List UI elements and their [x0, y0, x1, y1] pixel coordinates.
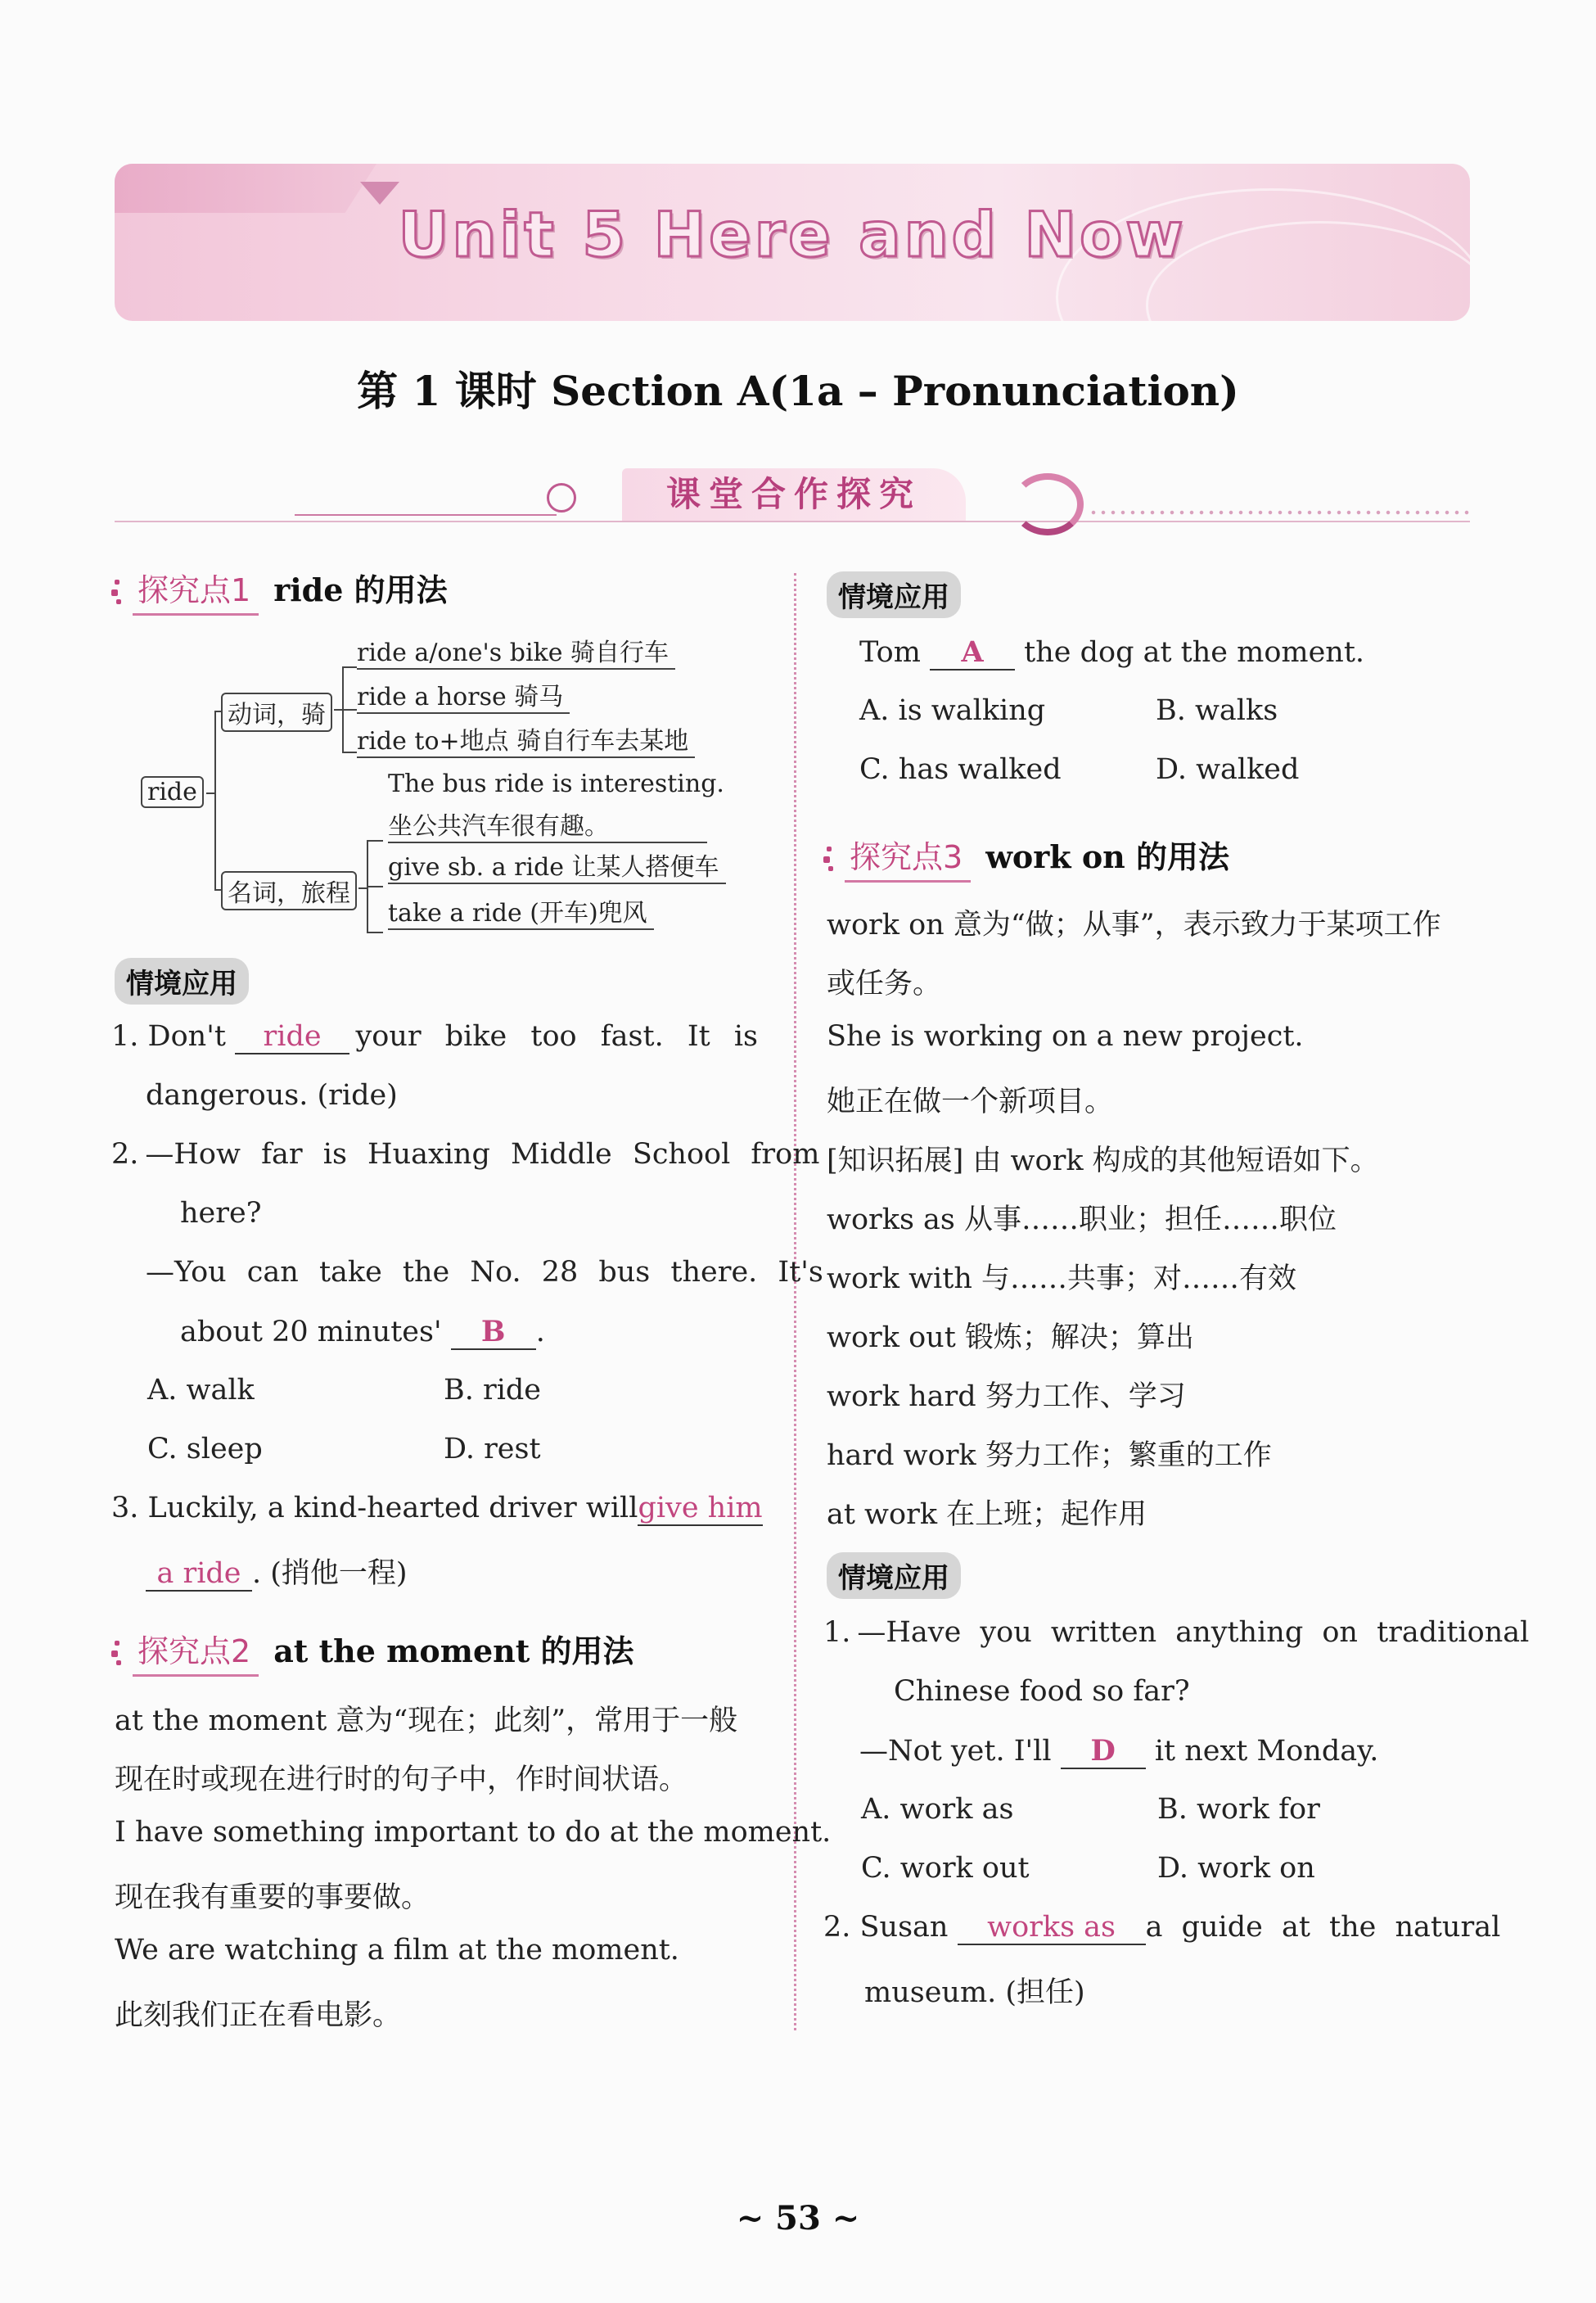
practice-badge: 情境应用	[827, 1552, 961, 1599]
body-line: 此刻我们正在看电影。	[115, 1999, 402, 2032]
body-line: work on 意为“做；从事”，表示致力于某项工作	[827, 909, 1441, 942]
q-text: your bike too fast. It is	[355, 1020, 758, 1053]
option: A. work as	[861, 1793, 1014, 1826]
q-text: about 20 minutes'	[180, 1316, 442, 1348]
q-text	[180, 1315, 545, 1350]
answer-blank: a ride	[146, 1557, 252, 1592]
q-text: Tom	[859, 636, 921, 669]
unit-title: Unit 5 Here and Now	[398, 198, 1187, 271]
option: D. walked	[1156, 753, 1300, 786]
q-text	[859, 1734, 1378, 1769]
question-right	[859, 635, 1364, 671]
topic3-heading	[823, 832, 1229, 883]
q-text: a guide at the natural	[1145, 1911, 1501, 1944]
q-text: —How far is Huaxing Middle School from	[145, 1138, 820, 1171]
phrase-line: at work 在上班；起作用	[827, 1498, 1147, 1531]
section-divider	[115, 521, 1470, 522]
body-line: We are watching a film at the moment.	[115, 1934, 679, 1967]
question-2	[111, 1138, 820, 1171]
phrase-line: hard work 努力工作；繁重的工作	[827, 1439, 1272, 1472]
q-text: —Not yet. I'll	[859, 1735, 1052, 1768]
topic3-tag: 探究点3	[845, 832, 971, 883]
q-text: Susan	[859, 1911, 949, 1944]
answer-blank: give him	[638, 1492, 763, 1524]
dotted-decoration	[1089, 509, 1470, 516]
q-text: the dog at the moment.	[1024, 636, 1365, 669]
verb-item: ride to+地点 骑自行车去某地	[357, 720, 695, 758]
answer-blank: B	[451, 1315, 536, 1350]
topic2-tag: 探究点2	[133, 1626, 259, 1677]
practice-badge: 情境应用	[827, 571, 961, 618]
body-line: 她正在做一个新项目。	[827, 1086, 1114, 1118]
body-line: She is working on a new project.	[827, 1020, 1304, 1053]
magnifier-icon	[547, 483, 576, 513]
q-text: museum. (担任)	[864, 1976, 1085, 2009]
topic2-title: at the moment 的用法	[273, 1632, 634, 1669]
phrase-line: works as 从事……职业；担任……职位	[827, 1203, 1337, 1236]
option: D. work on	[1157, 1852, 1315, 1885]
question-right-2	[823, 1911, 1501, 1945]
verb-item: ride a horse 骑马	[357, 676, 570, 714]
phrase-line: work with 与……共事；对……有效	[827, 1262, 1296, 1295]
q-text: . (捎他一程)	[252, 1557, 408, 1590]
phrase-line: work hard 努力工作、学习	[827, 1380, 1186, 1413]
section-title: 课堂合作探究	[622, 468, 966, 521]
diagram-connector	[342, 709, 357, 711]
body-line: at the moment 意为“现在；此刻”，常用于一般	[115, 1705, 738, 1737]
diagram-connector	[342, 752, 357, 753]
q-text: .	[535, 1316, 545, 1348]
diagram-connector	[367, 932, 383, 933]
q-text: Chinese food so far?	[894, 1675, 1190, 1708]
noun-example-en: The bus ride is interesting.	[388, 770, 724, 798]
q-num: 3.	[111, 1492, 139, 1524]
q-num: 1.	[823, 1616, 851, 1649]
body-line: 或任务。	[827, 968, 942, 1000]
option: C. work out	[861, 1852, 1030, 1885]
body-line: 现在时或现在进行时的句子中，作时间状语。	[115, 1763, 688, 1796]
diagram-connector	[342, 666, 357, 668]
column-divider	[794, 573, 796, 2030]
question-3	[111, 1492, 763, 1526]
lesson-title: 第 1 课时 Section A(1a – Pronunciation)	[357, 367, 1239, 415]
option: D. rest	[444, 1433, 541, 1465]
option: C. sleep	[147, 1433, 263, 1465]
diagram-connector	[214, 711, 216, 889]
dots-icon	[111, 578, 128, 606]
diagram-noun-box: 名词，旅程	[221, 871, 357, 910]
q-text: here?	[180, 1197, 262, 1230]
topic1-heading	[111, 565, 448, 616]
noun-item: take a ride (开车)兜风	[388, 892, 654, 930]
topic1-tag: 探究点1	[133, 565, 259, 616]
body-line: 现在我有重要的事要做。	[115, 1881, 431, 1914]
option: B. work for	[1157, 1793, 1320, 1826]
topic3-title: work on 的用法	[985, 838, 1230, 875]
question-1	[111, 1020, 758, 1054]
answer-blank: ride	[235, 1020, 349, 1054]
topic2-heading	[111, 1626, 634, 1677]
answer-blank: D	[1061, 1734, 1146, 1769]
option: B. ride	[444, 1374, 542, 1407]
q-num: 2.	[823, 1911, 851, 1944]
body-line: I have something important to do at the moment.	[115, 1816, 832, 1849]
topic1-title: ride 的用法	[273, 571, 448, 608]
page-number: ~ 53 ~	[736, 2199, 860, 2238]
verb-item: ride a/one's bike 骑自行车	[357, 632, 675, 670]
option: B. walks	[1156, 694, 1278, 727]
phrase-line: work out 锻炼；解决；算出	[827, 1321, 1194, 1354]
option: A. walk	[147, 1374, 255, 1407]
noun-example-zh: 坐公共汽车很有趣。	[388, 806, 707, 843]
swirl-icon	[1012, 473, 1084, 535]
diagram-connector	[367, 840, 383, 842]
practice-badge: 情境应用	[115, 958, 249, 1005]
dots-icon	[111, 1639, 128, 1667]
q-text: —You can take the No. 28 bus there. It's	[146, 1256, 823, 1289]
diagram-connector	[367, 886, 383, 887]
section-left-line	[295, 514, 557, 516]
option: A. is walking	[859, 694, 1046, 727]
q-text: Luckily, a kind-hearted driver will	[147, 1492, 638, 1524]
dots-icon	[823, 845, 840, 873]
noun-item: give sb. a ride 让某人搭便车	[388, 847, 726, 884]
question-right-1	[823, 1616, 1530, 1649]
q-text: dangerous. (ride)	[146, 1079, 398, 1112]
q-text: Don't	[147, 1020, 226, 1053]
q-text: —Have you written anything on traditional	[857, 1616, 1530, 1649]
option: C. has walked	[859, 753, 1062, 786]
q-text: it next Monday.	[1154, 1735, 1379, 1768]
diagram-verb-box: 动词，骑	[221, 693, 332, 732]
knowledge-extension: [知识拓展] 由 work 构成的其他短语如下。	[827, 1145, 1379, 1177]
unit-banner	[115, 164, 1470, 321]
q-text	[146, 1551, 408, 1592]
q-num: 2.	[111, 1138, 139, 1171]
answer-blank: works as	[958, 1911, 1146, 1945]
answer-blank: A	[930, 635, 1015, 671]
q-num: 1.	[111, 1020, 139, 1053]
diagram-root: ride	[141, 776, 204, 808]
